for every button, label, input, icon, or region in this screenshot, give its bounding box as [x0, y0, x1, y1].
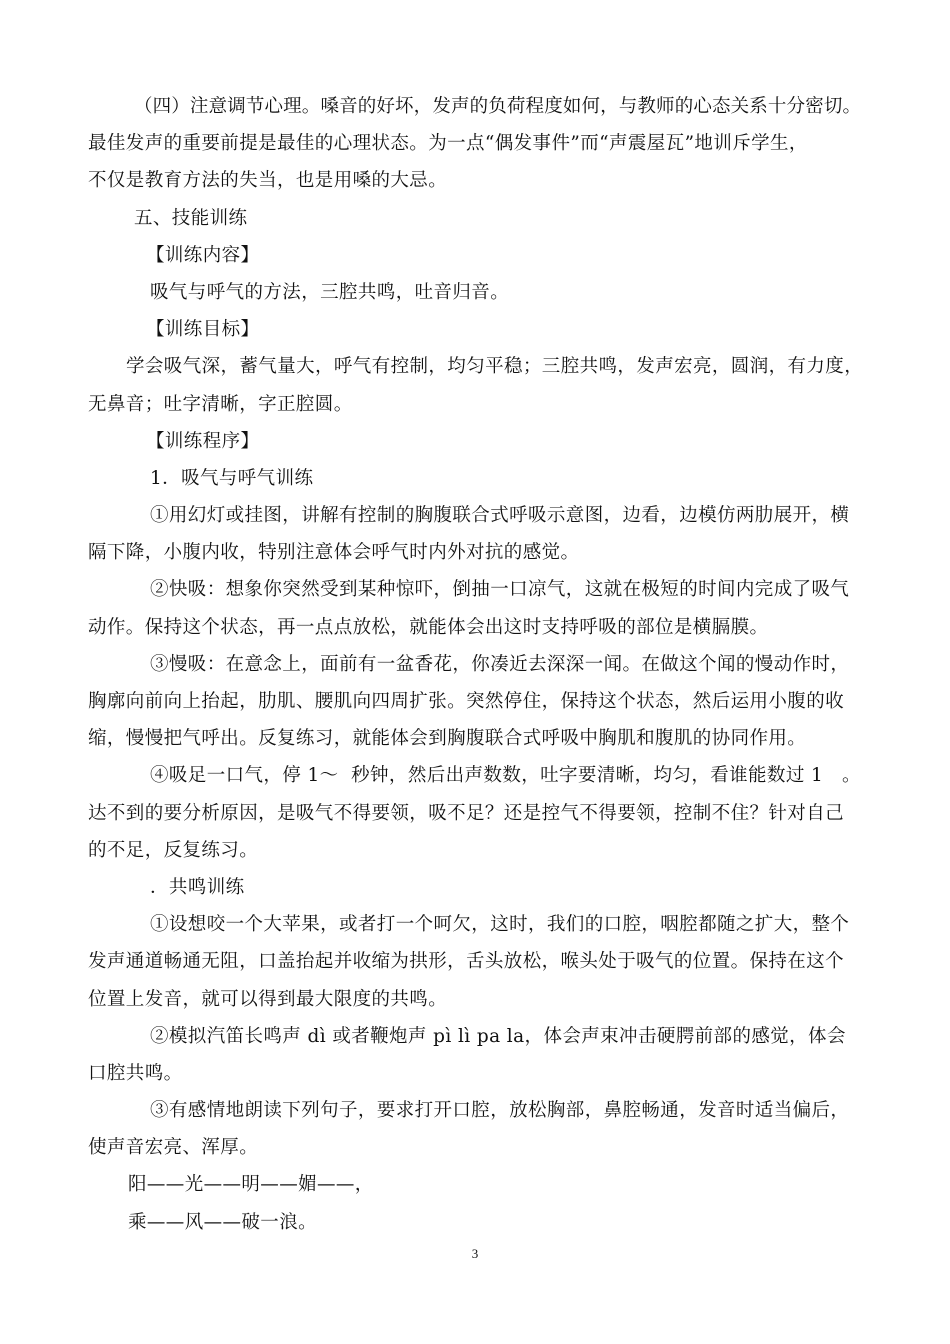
text-line: 不仅是教育方法的失当，也是用嗓的大忌。 — [88, 170, 448, 192]
text-line: ①设想咬一个大苹果，或者打一个呵欠，这时，我们的口腔，咽腔都随之扩大，整个 — [150, 914, 850, 936]
text-line: 最佳发声的重要前提是最佳的心理状态。为一点“偶发事件”而“声震屋瓦”地训斥学生， — [88, 133, 808, 155]
paragraph-resonance-2 — [88, 1018, 863, 1092]
text-line: ③有感情地朗读下列句子，要求打开口腔，放松胸部，鼻腔畅通，发音时适当偏后， — [150, 1100, 850, 1122]
section-heading-skills: 五、技能训练 — [134, 207, 248, 229]
heading-breathing-training: 1．吸气与呼气训练 — [150, 467, 314, 489]
text-line: 发声通道畅通无阻，口盖抬起并收缩为拱形，舌头放松，喉头处于吸气的位置。保持在这个 — [88, 951, 845, 973]
text-line: 缩，慢慢把气呼出。反复练习，就能体会到胸腹联合式呼吸中胸肌和腹肌的协同作用。 — [88, 728, 807, 750]
paragraph-training-goal — [88, 348, 863, 422]
text-line: ③慢吸：在意念上，面前有一盆香花，你凑近去深深一闻。在做这个闻的慢动作时， — [150, 653, 850, 675]
text-line: 隔下降，小腹内收，特别注意体会呼气时内外对抗的感觉。 — [88, 542, 580, 564]
text-line: 使声音宏亮、浑厚。 — [88, 1137, 259, 1159]
text-line: ④吸足一口气，停 1～ 秒钟，然后出声数数，吐字要清晰，均匀，看谁能数过 1 。 — [150, 765, 861, 787]
label-training-goal: 【训练目标】 — [146, 319, 260, 341]
paragraph-breath-3 — [88, 646, 863, 758]
heading-resonance-training: ．共鸣训练 — [150, 876, 245, 898]
paragraph-resonance-1 — [88, 906, 863, 1018]
text-line: 无鼻音；吐字清晰，字正腔圆。 — [88, 393, 353, 415]
document-page — [88, 88, 863, 1241]
text-line: ②快吸：想象你突然受到某种惊吓，倒抽一口凉气，这就在极短的时间内完成了吸气 — [150, 579, 850, 601]
paragraph-resonance-3 — [88, 1092, 863, 1166]
verse-line: 阳——光——明——媚——， — [128, 1174, 374, 1196]
paragraph-training-content: 吸气与呼气的方法，三腔共鸣，吐音归音。 — [150, 281, 510, 303]
verse-line: 乘——风——破一浪。 — [128, 1211, 318, 1233]
text-line: 位置上发音，就可以得到最大限度的共鸣。 — [88, 988, 448, 1010]
text-line: 的不足，反复练习。 — [88, 839, 259, 861]
text-line: 口腔共鸣。 — [88, 1062, 183, 1084]
text-line: 达不到的要分析原因，是吸气不得要领，吸不足？还是控气不得要领，控制不住？针对自己 — [88, 802, 845, 824]
text-line: ①用幻灯或挂图，讲解有控制的胸腹联合式呼吸示意图，边看，边模仿两肋展开，横 — [150, 505, 850, 527]
text-line: （四）注意调节心理。嗓音的好坏，发声的负荷程度如何，与教师的心态关系十分密切。 — [134, 96, 862, 117]
text-line: ②模拟汽笛长鸣声 dì 或者鞭炮声 pì lì pa la，体会声束冲击硬腭前部的感觉，体会 — [150, 1025, 846, 1047]
paragraph-psychology — [88, 88, 863, 200]
label-training-procedure: 【训练程序】 — [146, 430, 260, 452]
paragraph-breath-4 — [88, 757, 863, 869]
paragraph-breath-2 — [88, 571, 863, 645]
text-line: 胸廓向前向上抬起，肋肌、腰肌向四周扩张。突然停住，保持这个状态，然后运用小腹的收 — [88, 691, 845, 712]
text-line: 学会吸气深，蓄气量大，呼气有控制，均匀平稳；三腔共鸣，发声宏亮，圆润，有力度， — [126, 356, 864, 378]
paragraph-breath-1 — [88, 497, 863, 571]
label-training-content: 【训练内容】 — [146, 244, 260, 266]
text-line: 动作。保持这个状态，再一点点放松，就能体会出这时支持呼吸的部位是横膈膜。 — [88, 616, 769, 638]
page-number: 3 — [471, 1246, 479, 1261]
